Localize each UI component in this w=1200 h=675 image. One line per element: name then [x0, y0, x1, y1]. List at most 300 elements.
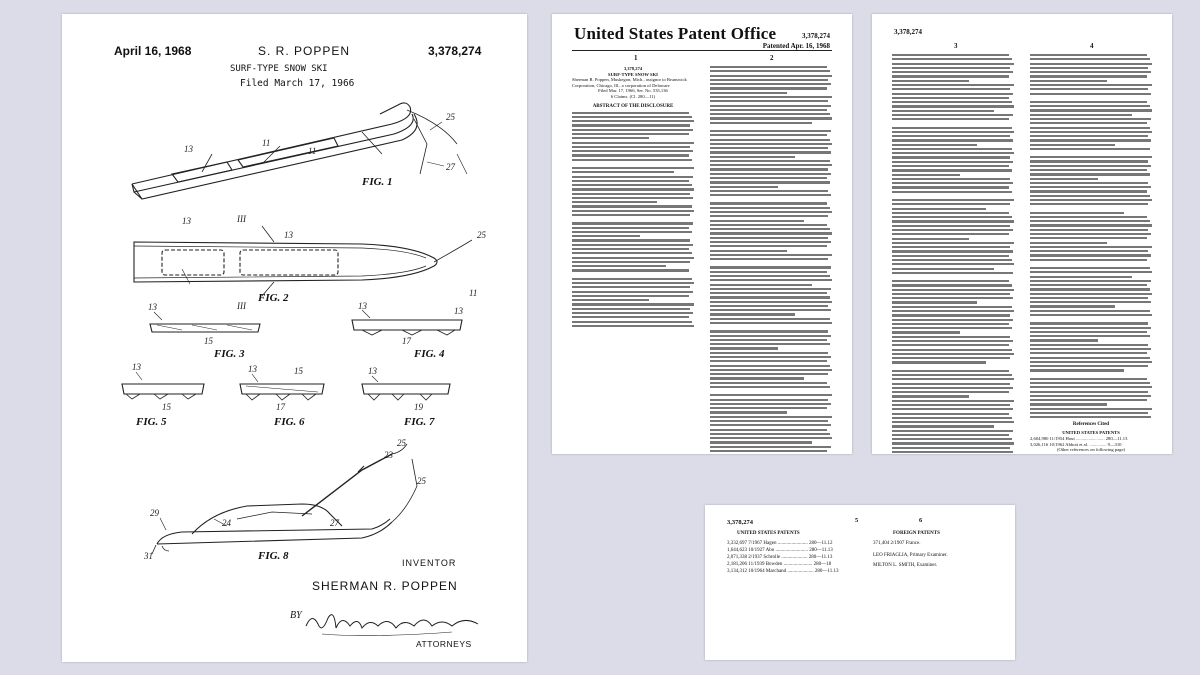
text-line: [572, 133, 689, 135]
text-line: [710, 394, 832, 396]
text-line: [710, 441, 812, 443]
text-line: [572, 231, 692, 233]
text-line: [892, 430, 1013, 432]
text-line: [892, 152, 1014, 154]
text-line: [1030, 114, 1132, 116]
text-line: [572, 227, 689, 229]
text-line: [1030, 186, 1151, 188]
text-line: [710, 271, 827, 273]
text-line: [1030, 105, 1150, 107]
text-line: [572, 214, 690, 216]
text-line: [572, 257, 694, 259]
text-line: [1030, 348, 1151, 350]
fig-3-label: FIG. 3: [214, 348, 245, 360]
text-line: [1030, 416, 1151, 418]
text-sheet-1: [552, 14, 852, 454]
text-line: [892, 191, 1012, 193]
drawing-sheet: [62, 14, 527, 662]
text-line: [1030, 229, 1148, 231]
text-line: [1030, 335, 1150, 337]
text-line: [710, 330, 828, 332]
fig-2-label: FIG. 2: [258, 292, 289, 304]
text-line: [572, 154, 689, 156]
svg-text:23: 23: [384, 450, 393, 460]
text-line: [892, 238, 969, 240]
text-line: [572, 129, 693, 131]
primary-examiner: LEO FRIAGLIA, Primary Examiner.: [873, 553, 948, 558]
column-number-left: 3: [954, 42, 958, 50]
text-line: [710, 365, 830, 367]
svg-text:15: 15: [294, 366, 303, 376]
text-line: [1030, 250, 1148, 252]
text-column-left: [892, 54, 1014, 454]
office-heading: United States Patent Office: [574, 24, 777, 43]
text-line: [1030, 386, 1152, 388]
text-line: [892, 323, 1009, 325]
text-line: [1030, 173, 1150, 175]
text-line: [892, 165, 1009, 167]
text-line: [572, 239, 690, 241]
text-line: [572, 269, 689, 271]
text-line: [892, 319, 1013, 321]
text-line: [892, 391, 1009, 393]
text-line: [710, 313, 795, 315]
text-line: [892, 233, 1009, 235]
text-line: [710, 437, 832, 439]
text-line: [572, 222, 693, 224]
column-1-body: [572, 112, 694, 327]
text-line: [710, 403, 831, 405]
svg-text:24: 24: [222, 518, 231, 528]
text-line: [710, 237, 828, 239]
text-line: [892, 161, 1013, 163]
text-line: [892, 400, 1014, 402]
text-line: [710, 147, 828, 149]
text-line: [572, 176, 693, 178]
text-line: [1030, 63, 1152, 65]
svg-text:III: III: [237, 301, 246, 311]
text-line: [1030, 84, 1152, 86]
column-number-right: 6: [919, 517, 923, 524]
text-line: [892, 336, 1010, 338]
text-line: [1030, 382, 1150, 384]
text-line: [572, 303, 694, 305]
text-line: [892, 229, 1013, 231]
text-line: [572, 124, 690, 126]
text-line: [892, 413, 1009, 415]
column-number-right: 4: [1090, 42, 1094, 50]
text-line: [1030, 127, 1150, 129]
text-line: [892, 246, 1010, 248]
text-line: [710, 215, 828, 217]
text-line: [892, 263, 1014, 265]
text-line: [572, 261, 690, 263]
text-line: [892, 169, 1012, 171]
text-line: [710, 245, 827, 247]
column-number-left: 5: [855, 517, 859, 524]
text-line: [572, 146, 690, 148]
text-line: [892, 408, 1013, 410]
text-line: [1030, 276, 1132, 278]
front-title: SURF-TYPE SNOW SKI: [608, 71, 658, 77]
text-line: [710, 292, 827, 294]
text-line: [572, 299, 649, 301]
text-line: [1030, 344, 1148, 346]
us-patent-row: 3,332,697 7/1967 Hagen ........................ 280—11.12: [727, 541, 833, 546]
svg-text:11: 11: [469, 288, 478, 298]
text-sheet-3: [705, 505, 1015, 660]
foreign-patents-heading: FOREIGN PATENTS: [893, 531, 940, 536]
text-line: [572, 235, 640, 237]
svg-text:25: 25: [417, 476, 426, 486]
text-line: [1030, 71, 1151, 73]
svg-text:13: 13: [368, 366, 377, 376]
attorneys-label: ATTORNEYS: [416, 639, 472, 649]
abstract-heading: ABSTRACT OF THE DISCLOSURE: [592, 103, 674, 109]
text-line: [892, 203, 1010, 205]
us-patents-heading: UNITED STATES PATENTS: [737, 531, 800, 536]
text-line: [892, 156, 1010, 158]
svg-text:III: III: [237, 214, 246, 224]
text-line: [892, 101, 1012, 103]
references-more: (Other references on following page): [1056, 447, 1126, 453]
text-line: [892, 178, 1010, 180]
text-line: [710, 186, 778, 188]
text-line: [710, 309, 831, 311]
text-line: [710, 190, 828, 192]
text-line: [710, 109, 827, 111]
text-line: [1030, 357, 1150, 359]
text-line: [710, 117, 832, 119]
text-line: [572, 142, 694, 144]
text-line: [710, 352, 828, 354]
fig-5-label: FIG. 5: [136, 416, 167, 428]
text-line: [892, 259, 1012, 261]
svg-text:13: 13: [284, 230, 293, 240]
text-line: [710, 250, 787, 252]
text-line: [1030, 361, 1152, 363]
text-line: [572, 150, 693, 152]
text-line: [1030, 314, 1152, 316]
svg-text:15: 15: [162, 402, 171, 412]
text-line: [892, 314, 1010, 316]
text-line: [572, 171, 674, 173]
text-line: [892, 417, 1012, 419]
text-line: [710, 130, 831, 132]
text-line: [710, 279, 832, 281]
text-line: [892, 144, 977, 146]
text-line: [710, 339, 827, 341]
text-line: [710, 373, 828, 375]
text-line: [892, 280, 1009, 282]
text-line: [710, 83, 831, 85]
text-line: [710, 335, 831, 337]
text-line: [1030, 67, 1148, 69]
text-line: [892, 88, 1010, 90]
text-line: [572, 325, 694, 327]
us-patent-row: 2,071,338 2/1937 Schrolle ..................... 280—11.13: [727, 555, 833, 560]
text-line: [1030, 339, 1098, 341]
text-line: [710, 122, 812, 124]
text-line: [572, 159, 692, 161]
text-line: [710, 143, 832, 145]
svg-text:25: 25: [397, 438, 406, 448]
assistant-examiner: MILTON L. SMITH, Examiner.: [873, 563, 938, 568]
text-line: [892, 331, 960, 333]
text-line: [892, 340, 1013, 342]
text-line: [1030, 271, 1152, 273]
patent-date: April 16, 1968: [114, 44, 192, 58]
text-line: [1030, 135, 1148, 137]
svg-text:13: 13: [248, 364, 257, 374]
text-line: [1030, 203, 1148, 205]
text-line: [710, 181, 830, 183]
text-line: [710, 288, 831, 290]
fig-1-label: FIG. 1: [362, 176, 393, 188]
text-line: [1030, 280, 1151, 282]
fig7-section-drawing: [362, 384, 450, 400]
column-2-body: [710, 66, 832, 454]
fig-6-label: FIG. 6: [274, 416, 305, 428]
text-line: [1030, 122, 1147, 124]
text-line: [892, 293, 1010, 295]
text-line: [1030, 101, 1147, 103]
text-line: [710, 177, 827, 179]
svg-text:11: 11: [262, 138, 271, 148]
text-column-right: [710, 66, 832, 454]
text-line: [710, 92, 787, 94]
text-line: [1030, 156, 1152, 158]
text-line: [710, 151, 831, 153]
text-line: [572, 112, 689, 114]
text-line: [892, 255, 1009, 257]
text-line: [710, 296, 830, 298]
text-line: [710, 424, 831, 426]
text-line: [1030, 131, 1152, 133]
text-line: [1030, 195, 1150, 197]
text-line: [892, 54, 1009, 56]
text-line: [1030, 297, 1148, 299]
text-line: [1030, 288, 1150, 290]
header-rule: [572, 50, 832, 51]
text-line: [572, 193, 690, 195]
text-line: [1030, 305, 1115, 307]
text-line: [1030, 267, 1150, 269]
text-line: [1030, 220, 1150, 222]
fig3-section-drawing: [150, 324, 260, 332]
text-line: [710, 347, 778, 349]
text-line: [892, 114, 1013, 116]
text-line: [1030, 165, 1151, 167]
text-line: [710, 113, 830, 115]
text-line: [892, 284, 1012, 286]
svg-text:17: 17: [276, 402, 285, 412]
text-line: [710, 75, 832, 77]
text-line: [892, 131, 1014, 133]
fig-8-label: FIG. 8: [258, 550, 289, 562]
text-line: [892, 216, 1012, 218]
text-line: [710, 382, 827, 384]
text-line: [892, 272, 1013, 274]
text-line: [710, 318, 830, 320]
text-line: [710, 416, 832, 418]
fig-4-label: FIG. 4: [414, 348, 445, 360]
reference-row: 2,604,980 11/1954 Hout ......................... 280—11.13: [1030, 436, 1128, 441]
text-line: [710, 134, 827, 136]
text-line: [710, 232, 832, 234]
text-line: [892, 127, 1012, 129]
text-line: [892, 148, 1012, 150]
text-line: [1030, 144, 1115, 146]
text-line: [892, 67, 1010, 69]
text-line: [1030, 352, 1147, 354]
text-line: [1030, 54, 1147, 56]
by-label: BY: [290, 610, 302, 621]
patent-number: 3,378,274: [727, 519, 753, 526]
text-line: [710, 220, 804, 222]
text-line: [1030, 88, 1148, 90]
text-line: [1030, 233, 1151, 235]
text-line: [892, 357, 1010, 359]
inventor-label: INVENTOR: [402, 558, 457, 568]
text-line: [892, 80, 969, 82]
text-line: [1030, 178, 1098, 180]
svg-text:25: 25: [446, 112, 455, 122]
reference-row: 3,026,116 10/1962 Abbott et al. ............... 9—310: [1030, 441, 1122, 447]
text-line: [710, 446, 831, 448]
text-line: [892, 118, 1009, 120]
text-line: [892, 75, 1009, 77]
text-line: [710, 433, 830, 435]
text-line: [892, 97, 1009, 99]
text-line: [710, 343, 830, 345]
text-line: [892, 105, 1014, 107]
text-line: [892, 250, 1013, 252]
text-line: [1030, 395, 1151, 397]
text-line: [572, 167, 694, 169]
text-line: [892, 374, 1012, 376]
text-line: [892, 442, 1014, 444]
svg-text:27: 27: [330, 518, 339, 528]
text-line: [572, 120, 694, 122]
text-line: [1030, 331, 1147, 333]
text-line: [1030, 365, 1148, 367]
text-line: [1030, 199, 1152, 201]
text-column-right: [1030, 54, 1152, 453]
text-line: [572, 312, 693, 314]
text-line: [710, 377, 804, 379]
svg-text:13: 13: [148, 302, 157, 312]
inventor-header: S. R. POPPEN: [258, 44, 351, 58]
text-line: [1030, 246, 1152, 248]
text-line: [1030, 242, 1107, 244]
text-line: [710, 420, 828, 422]
column-number-left: 1: [634, 54, 638, 62]
text-line: [1030, 412, 1148, 414]
svg-text:31: 31: [144, 551, 153, 561]
text-line: [572, 252, 692, 254]
text-line: [1030, 322, 1148, 324]
fig5-section-drawing: [122, 384, 204, 399]
text-line: [892, 344, 1009, 346]
text-line: [1030, 403, 1107, 405]
text-line: [892, 220, 1014, 222]
text-line: [892, 438, 1012, 440]
svg-text:27: 27: [446, 162, 455, 172]
svg-text:15: 15: [204, 336, 213, 346]
svg-text:13: 13: [454, 306, 463, 316]
front-number: 3,378,274: [623, 66, 643, 71]
text-line: [710, 96, 832, 98]
text-line: [710, 79, 828, 81]
fig8-ski-side-drawing: [152, 444, 417, 554]
text-line: [710, 386, 830, 388]
text-line: [1030, 182, 1148, 184]
text-line: [892, 139, 1013, 141]
text-line: [892, 268, 994, 270]
text-line: [710, 411, 787, 413]
text-line: [1030, 58, 1150, 60]
us-patent-row: 2,181,206 11/1939 Bowden ....................... 280—18: [727, 562, 832, 567]
svg-text:13: 13: [184, 144, 193, 154]
text-line: [892, 395, 969, 397]
text-line: [710, 275, 830, 277]
text-line: [892, 110, 994, 112]
text-line: [572, 205, 692, 207]
text-line: [892, 212, 1009, 214]
text-line: [1030, 80, 1107, 82]
text-line: [710, 258, 828, 260]
text-line: [710, 450, 827, 452]
front-claims: 6 Claims. (Cl. 280—11): [610, 93, 656, 99]
text-line: [710, 156, 795, 158]
patent-number: 3,378,274: [428, 44, 482, 58]
text-line: [572, 248, 689, 250]
text-line: [710, 173, 831, 175]
text-line: [572, 188, 694, 190]
text-line: [710, 100, 828, 102]
text-line: [1030, 75, 1147, 77]
text-line: [572, 286, 690, 288]
text-line: [892, 404, 1010, 406]
text-line: [710, 139, 830, 141]
text-line: [572, 210, 694, 212]
svg-text:17: 17: [402, 336, 411, 346]
text-line: [892, 182, 1013, 184]
foreign-patent-row: 371,404 2/1907 France.: [873, 541, 921, 546]
text-line: [710, 301, 832, 303]
text-line: [710, 66, 827, 68]
text-line: [1030, 301, 1151, 303]
svg-text:29: 29: [150, 508, 159, 518]
text-line: [892, 225, 1010, 227]
text-line: [710, 284, 812, 286]
text-line: [710, 105, 831, 107]
svg-text:25: 25: [477, 230, 486, 240]
text-line: [892, 242, 1014, 244]
attorney-signature: [292, 604, 492, 644]
text-line: [710, 399, 828, 401]
front-filed: Filed Mar. 17, 1966, Ser. No. 535,136: [598, 88, 668, 94]
text-line: [1030, 109, 1152, 111]
text-line: [1030, 293, 1152, 295]
text-line: [572, 137, 649, 139]
text-line: [572, 201, 657, 203]
fig1-ski-drawing: [132, 103, 457, 199]
text-line: [1030, 224, 1152, 226]
text-line: [572, 316, 689, 318]
column-4-body: [1030, 54, 1152, 418]
